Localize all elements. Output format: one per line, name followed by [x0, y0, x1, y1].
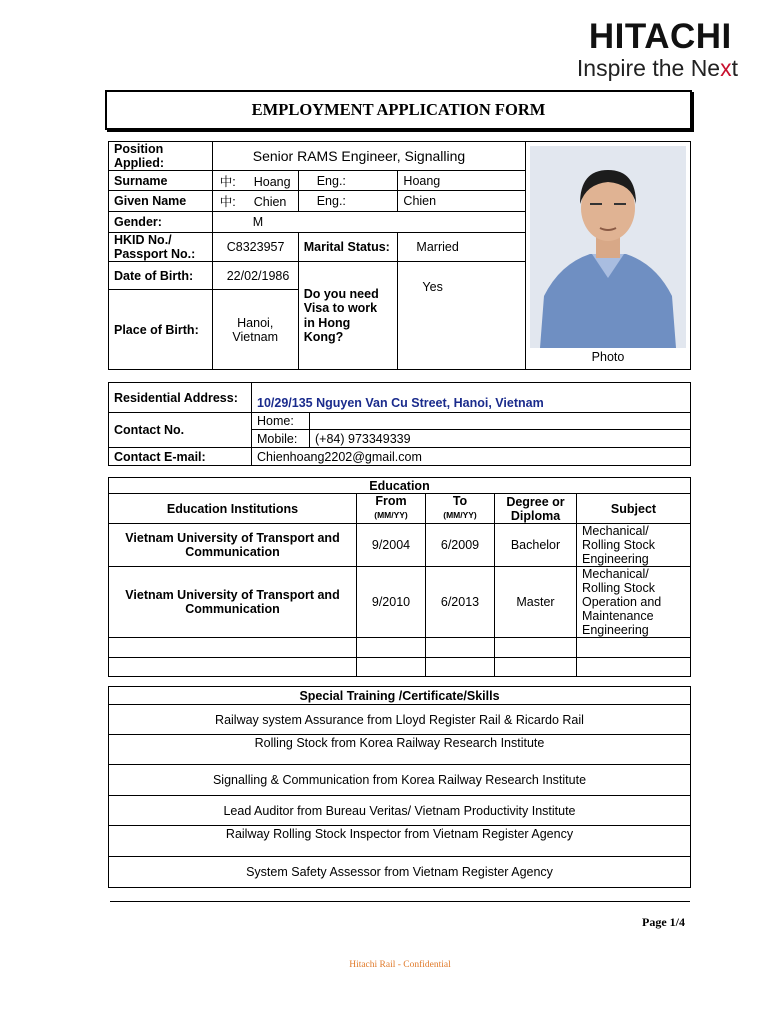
table-row: [109, 796, 691, 826]
education-subject: Mechanical/ Rolling Stock Engineering: [577, 524, 691, 567]
page-number: Page 1/4: [642, 915, 685, 929]
education-institution: Vietnam University of Transport and Communication: [109, 567, 357, 638]
education-subject: Mechanical/ Rolling Stock Operation and Maintenance Engineering: [577, 567, 691, 638]
training-item: Rolling Stock from Korea Railway Research Institute: [109, 735, 691, 765]
education-degree: Master: [495, 567, 577, 638]
marital-label: Marital Status:: [298, 233, 398, 262]
given-name-label: Given Name: [109, 191, 213, 212]
training-item: Lead Auditor from Bureau Veritas/ Vietnam Productivity Institute: [109, 796, 691, 826]
table-row: [109, 826, 691, 857]
table-row: [109, 567, 691, 638]
visa-value: Yes: [398, 262, 526, 370]
table-row: [109, 524, 691, 567]
email-value: Chienhoang2202@gmail.com: [252, 448, 691, 466]
hkid-label: HKID No./ Passport No.:: [109, 233, 213, 262]
visa-label: Do you need Visa to work in Hong Kong?: [298, 262, 398, 370]
given-en-value: Chien: [398, 191, 526, 212]
education-to-header: To (MM/YY): [426, 494, 495, 524]
pob-label: Place of Birth:: [109, 290, 213, 370]
position-value: Senior RAMS Engineer, Signalling: [212, 142, 525, 171]
surname-label: Surname: [109, 171, 213, 191]
personal-info-table: [108, 141, 691, 370]
education-degree: Bachelor: [495, 524, 577, 567]
address-label: Residential Address:: [109, 383, 252, 413]
form-title-box: [105, 90, 692, 130]
table-row: [109, 857, 691, 888]
education-to: 6/2009: [426, 524, 495, 567]
home-label: Home:: [252, 413, 310, 430]
table-row: [109, 638, 691, 658]
given-eng-label: Eng.:: [298, 191, 398, 212]
training-item: System Safety Assessor from Vietnam Register Agency: [109, 857, 691, 888]
surname-eng-label: Eng.:: [298, 171, 398, 191]
hkid-value: C8323957: [212, 233, 298, 262]
dob-value: 22/02/1986: [212, 262, 298, 290]
dob-label: Date of Birth:: [109, 262, 213, 290]
table-row: [109, 705, 691, 735]
logo-tagline: Inspire the Next: [576, 55, 738, 81]
applicant-photo: [530, 146, 686, 348]
education-degree-header: Degree or Diploma: [495, 494, 577, 524]
table-row: [109, 735, 691, 765]
contact-table: [108, 382, 691, 466]
table-row: [109, 765, 691, 796]
training-title: Special Training /Certificate/Skills: [109, 687, 691, 705]
mobile-label: Mobile:: [252, 430, 310, 448]
education-institution: Vietnam University of Transport and Communication: [109, 524, 357, 567]
pob-value: Hanoi, Vietnam: [212, 290, 298, 370]
form-title: EMPLOYMENT APPLICATION FORM: [251, 100, 546, 119]
given-cn-cell: 中: Chien: [212, 191, 298, 212]
logo-brand: HITACHI: [588, 17, 732, 56]
position-label: Position Applied:: [109, 142, 213, 171]
contact-no-label: Contact No.: [109, 413, 252, 448]
education-from: 9/2004: [357, 524, 426, 567]
surname-cn-cell: 中: Hoang: [212, 171, 298, 191]
gender-value: M: [212, 212, 525, 233]
education-to: 6/2013: [426, 567, 495, 638]
education-institution-header: Education Institutions: [109, 494, 357, 524]
footer-divider: [110, 901, 690, 902]
table-row: [109, 658, 691, 677]
home-value: [310, 413, 691, 430]
email-label: Contact E-mail:: [109, 448, 252, 466]
training-table: [108, 686, 691, 888]
training-item: Signalling & Communication from Korea Railway Research Institute: [109, 765, 691, 796]
gender-label: Gender:: [109, 212, 213, 233]
marital-value: Married: [398, 233, 526, 262]
education-from: 9/2010: [357, 567, 426, 638]
photo-label: Photo: [591, 350, 625, 364]
training-item: Railway system Assurance from Lloyd Register Rail & Ricardo Rail: [109, 705, 691, 735]
education-from-header: From (MM/YY): [357, 494, 426, 524]
education-title: Education: [109, 478, 691, 494]
education-subject-header: Subject: [577, 494, 691, 524]
photo-cell: [526, 142, 691, 370]
hitachi-logo: [577, 18, 738, 80]
training-item: Railway Rolling Stock Inspector from Vietnam Register Agency: [109, 826, 691, 857]
address-value: 10/29/135 Nguyen Van Cu Street, Hanoi, Vietnam: [252, 383, 691, 413]
confidential-note: Hitachi Rail - Confidential: [349, 960, 451, 970]
surname-en-value: Hoang: [398, 171, 526, 191]
education-table: [108, 477, 691, 677]
mobile-value: (+84) 973349339: [310, 430, 691, 448]
